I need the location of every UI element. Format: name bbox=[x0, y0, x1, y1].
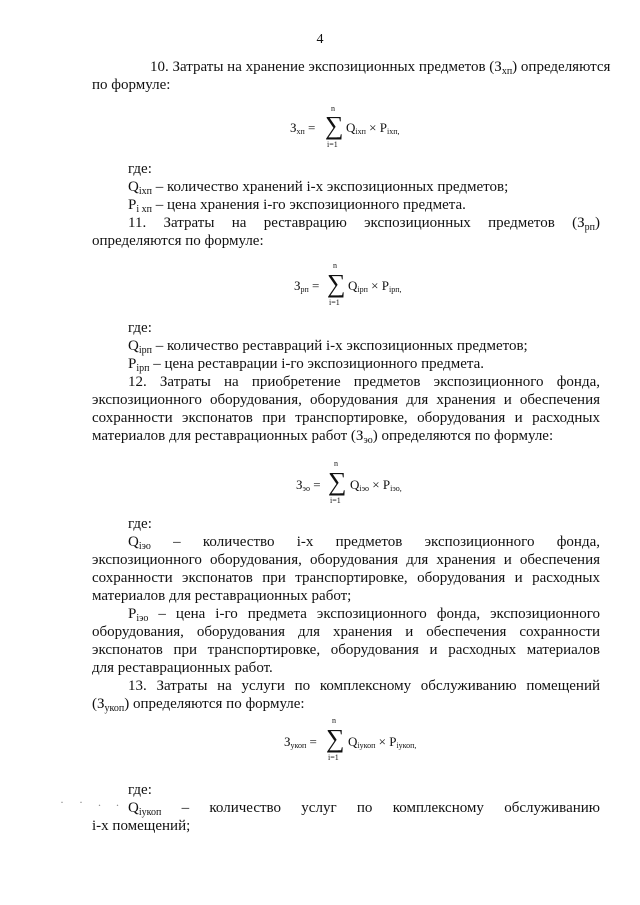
sum-icon: ∑ bbox=[328, 467, 347, 496]
p12-def-1-l1: $Q_{iэо}$ – количество i-х предметов экспозиционного фонда, bbox=[128, 534, 600, 552]
p13-def-1-l1: $Q_{iукоп}$ – количество услуг по комплексному обслуживанию bbox=[128, 800, 600, 818]
scan-specks: · · . . bbox=[60, 795, 125, 809]
p12-line-3: сохранности экспонатов при транспортировке, оборудования и расходных bbox=[92, 410, 600, 426]
p10-text: 10. Затраты на хранение экспозиционных предметов (З bbox=[150, 59, 502, 75]
p10-text-end: ) определяются bbox=[512, 59, 611, 75]
p11-line-2: определяются по формуле: bbox=[92, 233, 264, 249]
p12-line-1: 12. Затраты на приобретение предметов экспозиционного фонда, bbox=[128, 374, 600, 390]
p13-line-2: $(З_{укоп})$ определяются по формуле: bbox=[92, 696, 305, 714]
p12-def-2-l3: экспонатов при транспортировке, оборудования и расходных материалов bbox=[92, 642, 600, 658]
p13-where: где: bbox=[128, 782, 152, 798]
p11-line-1: 11. Затраты на реставрацию экспозиционных предметов $(З_{рп})$ bbox=[128, 215, 600, 233]
p11-def-1: $Q_{iрп}$ – количество реставраций i-х экспозиционных предметов; bbox=[128, 338, 528, 356]
p12-where: где: bbox=[128, 516, 152, 532]
p13-line-1: 13. Затраты на услуги по комплексному обслуживанию помещений bbox=[128, 678, 600, 694]
p10-def-2: $P_{i хп}$ – цена хранения i-го экспозиционного предмета. bbox=[128, 197, 466, 215]
p12-def-2-l4: для реставрационных работ. bbox=[92, 660, 273, 676]
p13-def-1-l2: i-х помещений; bbox=[92, 818, 191, 834]
p12-line-2: экспозиционного оборудования, оборудования для хранения и обеспечения bbox=[92, 392, 600, 408]
p12-def-1-l4: материалов для реставрационных работ; bbox=[92, 588, 352, 604]
p11-def-2: $P_{iрп}$ – цена реставрации i-го экспозиционного предмета. bbox=[128, 356, 484, 374]
p10-where: где: bbox=[128, 161, 152, 177]
p10-sub: хп bbox=[501, 66, 513, 77]
sum-icon: ∑ bbox=[326, 724, 345, 753]
p12-line-4: материалов для реставрационных работ $(З_{эо})$ определяются по формуле: bbox=[92, 428, 554, 446]
page-number: 4 bbox=[316, 32, 324, 47]
document-page: 4 10. Затраты на хранение экспозиционных предметов $(З_{хп})$ определяются по формуле: Зхп = n ∑ i=1 Qiхп × Piхп, где: $Q_{iхп}$ – количество хранений i-х экспозиционных предметов; $P_{i хп}$ – цена хранения i-го экспозиционного предмета. 11. Затраты на реставрацию экспозиционных предметов $(З_{рп})$ определяются по формуле: Зрп = n ∑ i=1 Qiрп × Piрп, где: $Q_{iрп}$ – количество реставраций i-х экспозиционных предметов; $P_{iрп}$ – цена реставрации i-го экспозиционного предмета. 12. Затраты на приобретение предметов экспозиционного фонда, экспозиционного оборудования, оборудования для хранения и обеспечения сохранности экспонатов при транспортировке, оборудования и расходных материалов для реставрационных работ $(З_{эо})$ определяются по формуле: Зэо = n ∑ i=1 Qiэо × Piэо, где: $Q_{iэо}$ – количество i-х предметов экспозиционного фонда, экспозиционного оборудования, оборудования для хранения и обеспечения сохранности экспонатов при транспортировке, оборудования и расходных материалов для реставрационных работ; $P_{iэо}$ – цена i-го предмета экспозиционного фонда, экспозиционного оборудования, оборудования для хранения и обеспечения сохранности экспонатов при транспортировке, оборудования и расходных материалов для реставрационных работ. 13. Затраты на услуги по комплексному обслуживанию помещений $(З_{укоп})$ определяются по формуле: Зукоп = n ∑ i=1 Qiукоп × Piукоп, · · . . где: $Q_{iукоп}$ – количество услуг по комплексному обслуживанию i-х помещений; bbox=[0, 0, 640, 905]
p12-def-2-l1: $P_{iэо}$ – цена i-го предмета экспозиционного фонда, экспозиционного bbox=[128, 606, 600, 624]
p10-line-2: по формуле: bbox=[92, 77, 171, 93]
p12-def-1-l3: сохранности экспонатов при транспортировке, оборудования и расходных bbox=[92, 570, 600, 586]
p12-def-2-l2: оборудования, оборудования для хранения и обеспечения сохранности bbox=[92, 624, 600, 640]
p12-def-1-l2: экспозиционного оборудования, оборудования для хранения и обеспечения bbox=[92, 552, 600, 568]
p10-def-1: $Q_{iхп}$ – количество хранений i-х экспозиционных предметов; bbox=[128, 179, 509, 197]
p11-where: где: bbox=[128, 320, 152, 336]
sum-icon: ∑ bbox=[327, 269, 346, 298]
sum-icon: ∑ bbox=[325, 111, 344, 140]
